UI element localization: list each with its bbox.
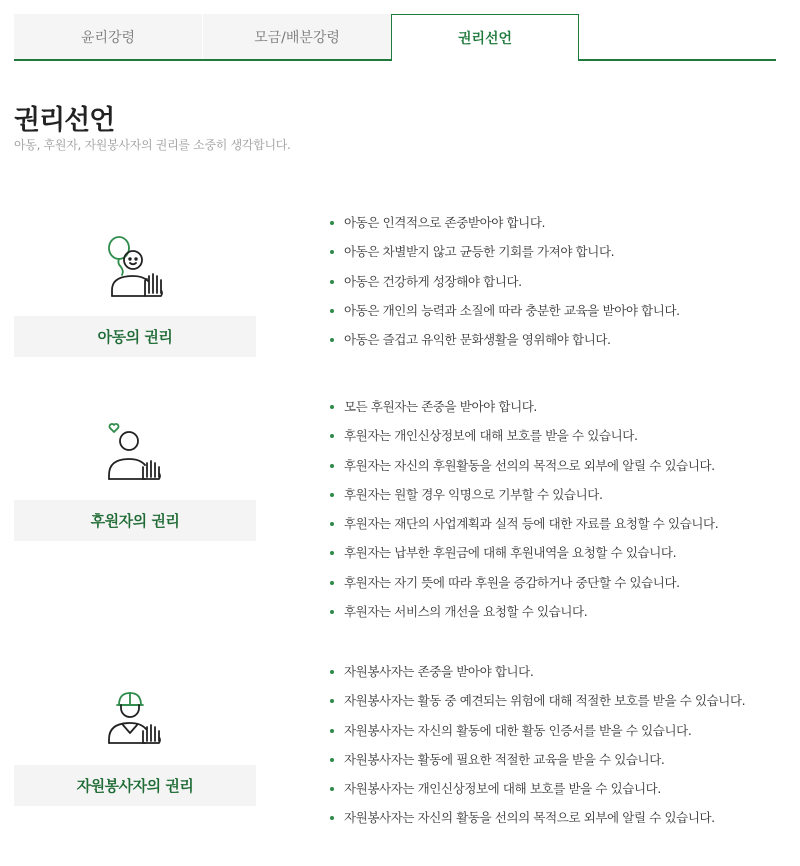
list-item: 모든 후원자는 존중을 받아야 합니다. <box>330 398 718 427</box>
donor-with-heart-icon <box>14 400 256 500</box>
volunteer-rights-title: 자원봉사자의 권리 <box>14 765 256 806</box>
list-item: 후원자는 납부한 후원금에 대해 후원내역을 요청할 수 있습니다. <box>330 544 718 573</box>
list-item: 아동은 인격적으로 존중받아야 합니다. <box>330 214 680 243</box>
list-item: 자원봉사자는 활동 중 예견되는 위험에 대해 적절한 보호를 받을 수 있습니다. <box>330 692 745 721</box>
list-item: 후원자는 서비스의 개선을 요청할 수 있습니다. <box>330 603 718 632</box>
list-item: 아동은 건강하게 성장해야 합니다. <box>330 273 680 302</box>
page-title: 권리선언 <box>14 105 115 136</box>
list-item: 자원봉사자는 존중을 받아야 합니다. <box>330 663 745 692</box>
tab-bar <box>14 14 776 61</box>
list-item: 아동은 즐겁고 유익한 문화생활을 영위해야 합니다. <box>330 331 680 360</box>
donor-rights-card <box>14 400 256 541</box>
tab-fundraising-code[interactable]: 모금/배분강령 <box>203 14 391 59</box>
child-rights-list <box>330 214 680 360</box>
donor-rights-title: 후원자의 권리 <box>14 500 256 541</box>
list-item: 자원봉사자는 개인신상정보에 대해 보호를 받을 수 있습니다. <box>330 780 745 809</box>
list-item: 자원봉사자는 자신의 활동에 대한 활동 인증서를 받을 수 있습니다. <box>330 722 745 751</box>
tab-ethics-code[interactable]: 윤리강령 <box>14 14 202 59</box>
child-with-balloon-icon <box>14 216 256 316</box>
list-item: 자원봉사자는 활동에 필요한 적절한 교육을 받을 수 있습니다. <box>330 751 745 780</box>
list-item: 자원봉사자는 자신의 활동을 선의의 목적으로 외부에 알릴 수 있습니다. <box>330 809 745 838</box>
list-item: 후원자는 재단의 사업계획과 실적 등에 대한 자료를 요청할 수 있습니다. <box>330 515 718 544</box>
list-item: 아동은 차별받지 않고 균등한 기회를 가져야 합니다. <box>330 243 680 272</box>
volunteer-rights-card <box>14 665 256 806</box>
list-item: 후원자는 개인신상정보에 대해 보호를 받을 수 있습니다. <box>330 427 718 456</box>
list-item: 후원자는 원할 경우 익명으로 기부할 수 있습니다. <box>330 486 718 515</box>
list-item: 후원자는 자기 뜻에 따라 후원을 증감하거나 중단할 수 있습니다. <box>330 574 718 603</box>
donor-rights-list <box>330 398 718 632</box>
page-subtitle: 아동, 후원자, 자원봉사자의 권리를 소중히 생각합니다. <box>14 138 291 152</box>
child-rights-card <box>14 216 256 357</box>
child-rights-title: 아동의 권리 <box>14 316 256 357</box>
list-item: 후원자는 자신의 후원활동을 선의의 목적으로 외부에 알릴 수 있습니다. <box>330 457 718 486</box>
volunteer-with-cap-icon <box>14 665 256 765</box>
list-item: 아동은 개인의 능력과 소질에 따라 충분한 교육을 받아야 합니다. <box>330 302 680 331</box>
volunteer-rights-list <box>330 663 745 839</box>
tab-rights-declaration[interactable]: 권리선언 <box>391 14 579 61</box>
